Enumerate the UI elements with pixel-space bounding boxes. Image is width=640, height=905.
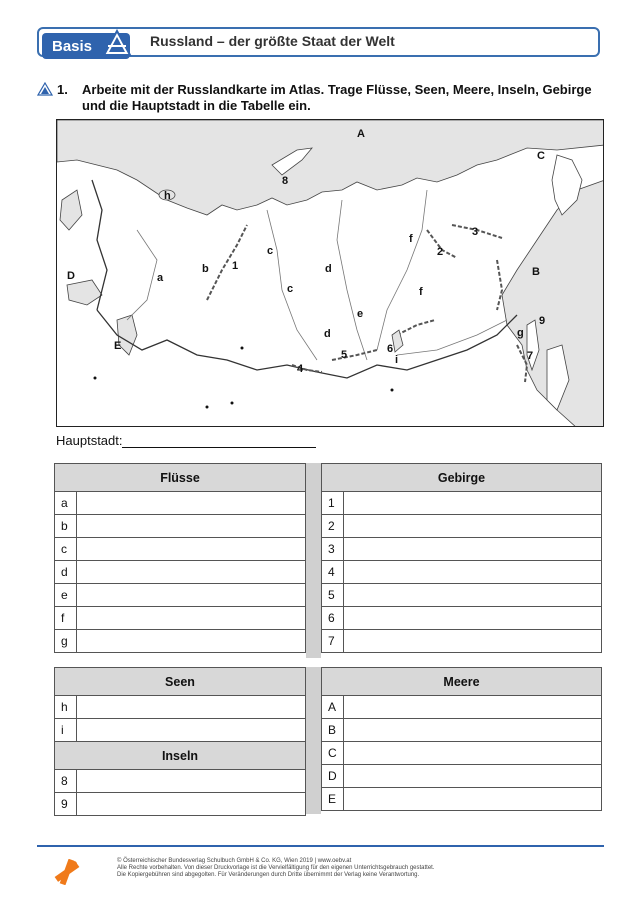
map-label-sea-d: D	[67, 270, 75, 282]
row-key: 6	[322, 607, 344, 630]
answer-cell[interactable]	[77, 770, 306, 793]
city-dot	[241, 347, 244, 350]
map-label-river-d1: d	[325, 263, 332, 275]
map-label-sea-a: A	[357, 128, 365, 140]
table-row	[55, 630, 306, 653]
footer-line-3: Die Kopiergebühren sind abgegolten. Für Veränderungen durch Dritte übernimmt der Verlag keine Verantwortung.	[117, 872, 420, 878]
row-key: 1	[322, 492, 344, 515]
river-lena	[377, 190, 427, 350]
basis-label: Basis	[52, 38, 93, 55]
table-header-fluesse: Flüsse	[55, 464, 306, 492]
row-key: a	[55, 492, 77, 515]
publisher-logo-icon	[54, 859, 80, 885]
row-key: D	[322, 765, 344, 788]
row-key: E	[322, 788, 344, 811]
row-key: i	[55, 719, 77, 742]
footer-line-1: © Österreichischer Bundesverlag Schulbuch GmbH & Co. KG, Wien 2019 | www.oebv.at	[117, 858, 352, 864]
ural-mountains	[207, 225, 247, 300]
triangle-level-icon	[102, 29, 132, 61]
map-label-river-f2: f	[419, 286, 423, 298]
table-row	[322, 719, 602, 742]
table-row	[322, 696, 602, 719]
map-label-river-b: b	[202, 263, 209, 275]
answer-cell[interactable]	[344, 515, 602, 538]
city-dot	[94, 377, 97, 380]
answer-cell[interactable]	[344, 630, 602, 653]
answer-cell[interactable]	[77, 719, 306, 742]
row-key: b	[55, 515, 77, 538]
row-key: C	[322, 742, 344, 765]
table-row	[55, 607, 306, 630]
river-yenisei	[337, 200, 367, 360]
answer-cell[interactable]	[77, 538, 306, 561]
column-separator	[306, 667, 321, 814]
answer-cell[interactable]	[77, 492, 306, 515]
table-row	[55, 793, 306, 816]
answer-cell[interactable]	[344, 584, 602, 607]
answer-cell[interactable]	[77, 584, 306, 607]
answer-cell[interactable]	[77, 607, 306, 630]
map-label-river-e: e	[357, 308, 364, 320]
row-key: 5	[322, 584, 344, 607]
black-sea	[67, 280, 102, 305]
row-key: 3	[322, 538, 344, 561]
map-label-mountain-3: 3	[472, 226, 479, 238]
capital-answer-line[interactable]	[122, 447, 316, 448]
row-key: g	[55, 630, 77, 653]
page-title: Russland – der größte Staat der Welt	[150, 33, 395, 49]
table-row	[55, 538, 306, 561]
russia-blank-map	[56, 119, 604, 427]
basis-badge	[42, 33, 132, 61]
row-key: 4	[322, 561, 344, 584]
column-separator	[306, 463, 321, 658]
yablonovy-mountains	[397, 320, 435, 335]
table-row	[55, 770, 306, 793]
map-label-lake-h: h	[164, 190, 171, 202]
table-row	[55, 515, 306, 538]
map-label-sea-b: B	[532, 266, 540, 278]
answer-cell[interactable]	[77, 630, 306, 653]
map-label-island-9: 9	[539, 315, 546, 327]
table-row	[55, 584, 306, 607]
answer-cell[interactable]	[344, 561, 602, 584]
task-number: 1.	[57, 82, 68, 97]
row-key: h	[55, 696, 77, 719]
footer-divider	[37, 845, 604, 847]
table-row	[322, 630, 602, 653]
answer-cell[interactable]	[344, 696, 602, 719]
koryak-mountains	[497, 260, 502, 310]
table-row	[322, 788, 602, 811]
table-row	[322, 765, 602, 788]
capital-label: Hauptstadt:	[56, 433, 123, 448]
table-header-inseln: Inseln	[55, 742, 306, 770]
row-key: A	[322, 696, 344, 719]
map-label-mountain-6: 6	[387, 343, 394, 355]
row-key: 7	[322, 630, 344, 653]
table-fluesse	[54, 463, 306, 653]
table-meere	[321, 667, 602, 811]
map-label-river-f1: f	[409, 233, 413, 245]
row-key: 8	[55, 770, 77, 793]
map-label-mountain-7: 7	[527, 350, 534, 362]
city-dot	[206, 406, 209, 409]
answer-cell[interactable]	[77, 561, 306, 584]
city-dot	[391, 389, 394, 392]
row-key: 2	[322, 515, 344, 538]
table-gebirge	[321, 463, 602, 653]
table-row	[55, 719, 306, 742]
sayan-mountains	[332, 350, 377, 360]
map-label-mountain-1: 1	[232, 260, 239, 272]
row-key: e	[55, 584, 77, 607]
row-key: 9	[55, 793, 77, 816]
row-key: c	[55, 538, 77, 561]
answer-cell[interactable]	[344, 788, 602, 811]
answer-cell[interactable]	[344, 607, 602, 630]
row-key: f	[55, 607, 77, 630]
table-header-gebirge: Gebirge	[322, 464, 602, 492]
table-row	[322, 515, 602, 538]
map-label-mountain-2: 2	[437, 246, 444, 258]
map-label-river-g: g	[517, 327, 524, 339]
table-row	[322, 561, 602, 584]
map-label-river-d2: d	[324, 328, 331, 340]
arctic-coast	[57, 120, 604, 215]
answer-cell[interactable]	[344, 719, 602, 742]
city-dot	[231, 402, 234, 405]
table-row	[322, 538, 602, 561]
table-row	[55, 492, 306, 515]
lake-baikal	[392, 330, 403, 352]
map-label-sea-e: E	[114, 340, 122, 352]
answer-cell[interactable]	[77, 696, 306, 719]
row-key: d	[55, 561, 77, 584]
map-label-sea-c: C	[537, 150, 545, 162]
map-label-island-8: 8	[282, 175, 289, 187]
map-label-mountain-5: 5	[341, 349, 348, 361]
table-row	[55, 696, 306, 719]
table-header-meere: Meere	[322, 668, 602, 696]
footer-copyright	[117, 858, 537, 879]
task-instruction: Arbeite mit der Russlandkarte im Atlas. Trage Flüsse, Seen, Meere, Inseln, Gebirge und die Hauptstadt in die Tabelle ein.	[82, 82, 592, 113]
river-amur	[397, 320, 507, 355]
table-seen-inseln	[54, 667, 306, 816]
footer-line-2: Alle Rechte vorbehalten. Von dieser Druckvorlage ist die Vervielfältigung für den eigenen Unterrichtsgebrauch gestattet.	[117, 865, 435, 871]
baltic-sea	[60, 190, 82, 230]
river-volga	[127, 230, 157, 320]
answer-cell[interactable]	[344, 742, 602, 765]
answer-cell[interactable]	[344, 492, 602, 515]
map-label-mountain-4: 4	[297, 363, 304, 375]
answer-cell[interactable]	[344, 765, 602, 788]
table-row	[322, 492, 602, 515]
row-key: B	[322, 719, 344, 742]
map-label-river-a: a	[157, 272, 164, 284]
answer-cell[interactable]	[77, 515, 306, 538]
table-header-seen: Seen	[55, 668, 306, 696]
map-label-river-c2: c	[287, 283, 294, 295]
table-row	[55, 561, 306, 584]
map-label-lake-i: i	[395, 354, 399, 366]
triangle-level-icon	[37, 82, 53, 96]
answer-cell[interactable]	[77, 793, 306, 816]
map-label-river-c1: c	[267, 245, 274, 257]
table-row	[322, 742, 602, 765]
table-row	[322, 584, 602, 607]
table-row	[322, 607, 602, 630]
answer-cell[interactable]	[344, 538, 602, 561]
